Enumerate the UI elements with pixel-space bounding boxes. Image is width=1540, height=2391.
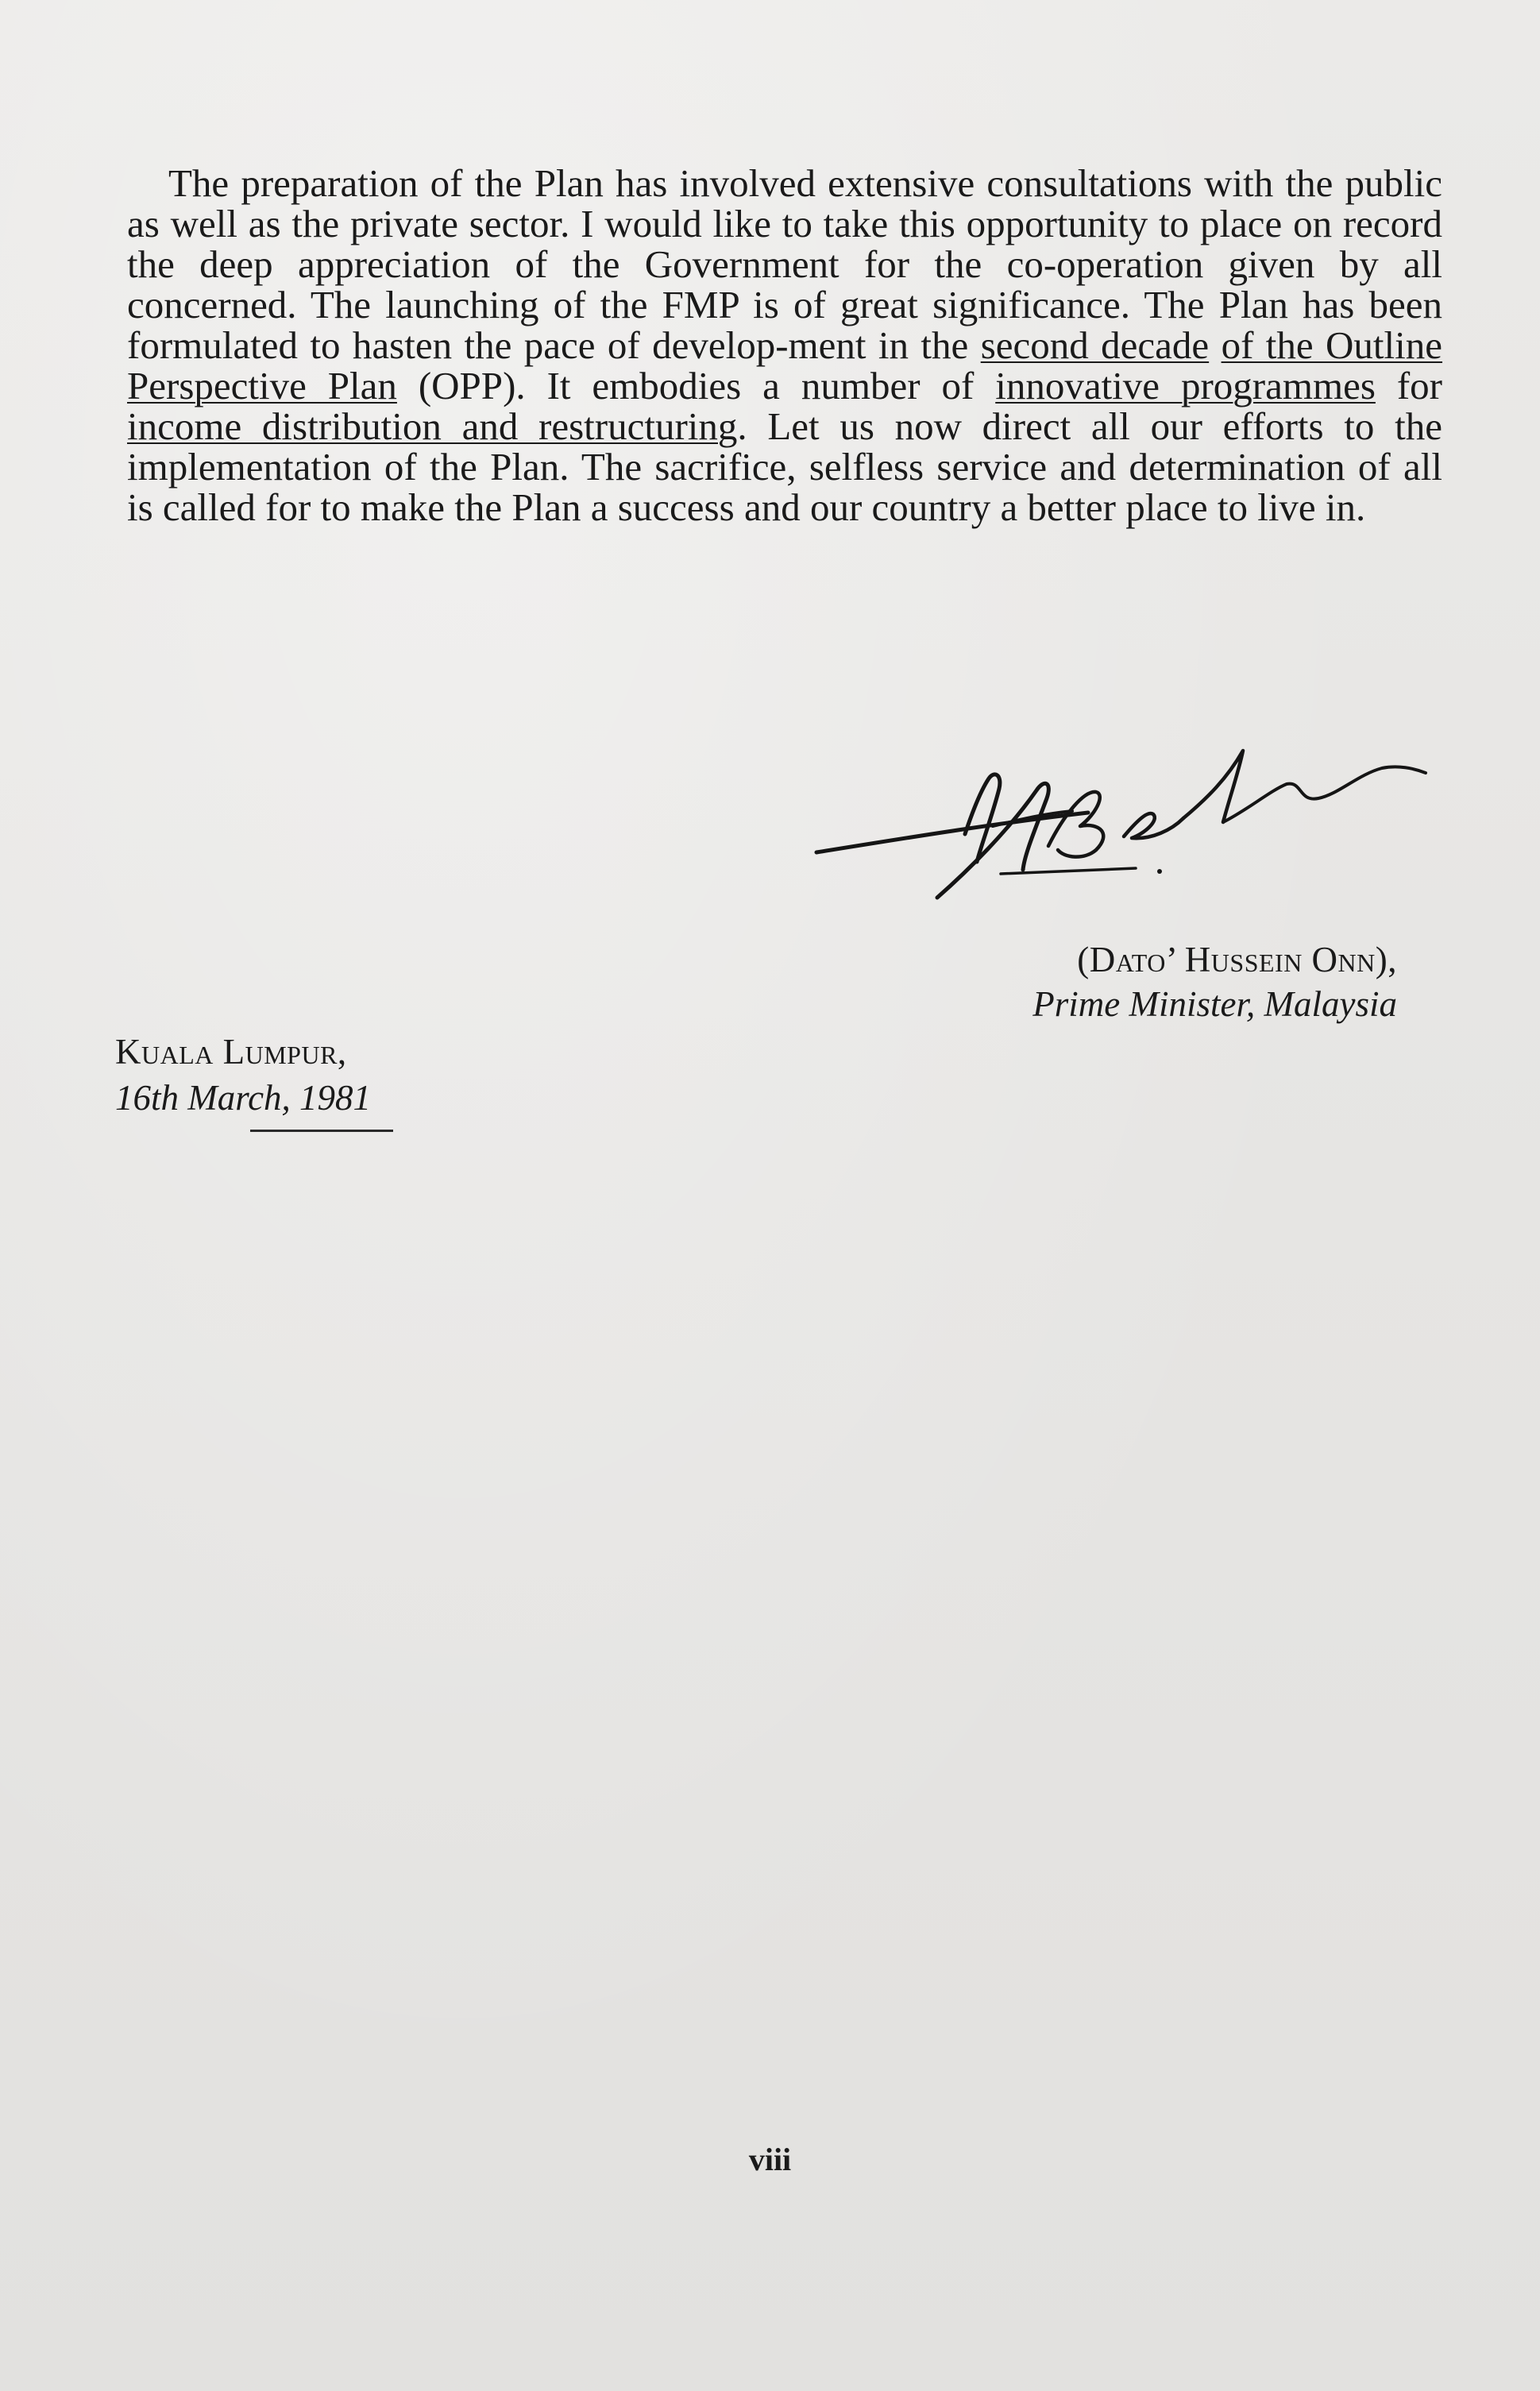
place-name: Kuala Lumpur, [115, 1032, 347, 1072]
date-rule [250, 1130, 393, 1132]
underlined-phrase: second decade [980, 323, 1210, 367]
signatory-title: Prime Minister, Malaysia [1032, 984, 1397, 1024]
handwritten-signature [810, 735, 1430, 910]
paragraph-text: The preparation of the Plan has involved extensive consultations with the public as well as the private sector. I would like to take this opportunity to place on record the deep appreciation of the Government for the co-operation given by all concerned. The launching of the FMP is of great significance. The Plan has been formulated to hasten the pace of develop-ment in the [127, 161, 1442, 367]
underlined-phrase: of the Outline Perspective Plan [127, 323, 1443, 408]
place-date-block [115, 1029, 371, 1121]
page-number: viii [748, 2142, 792, 2177]
paragraph-text: . Let us now direct all our efforts to the implementation of the Plan. The sacrifice, selfless service and determination of all is called for to make the Plan a success and our country a better place to live in. [127, 404, 1442, 529]
signatory-name: (Dato’ Hussein Onn), [1077, 940, 1397, 979]
closing-paragraph [127, 163, 1442, 527]
paragraph-text: for [1375, 364, 1442, 408]
document-date: 16th March, 1981 [115, 1078, 372, 1118]
underlined-phrase: innovative programmes [995, 364, 1376, 408]
paragraph-text: (OPP). It embodies a number of [396, 364, 996, 408]
paragraph-text [1209, 323, 1221, 367]
underlined-phrase: income distribution and restructuring [127, 404, 738, 448]
signatory-block [1032, 937, 1397, 1026]
